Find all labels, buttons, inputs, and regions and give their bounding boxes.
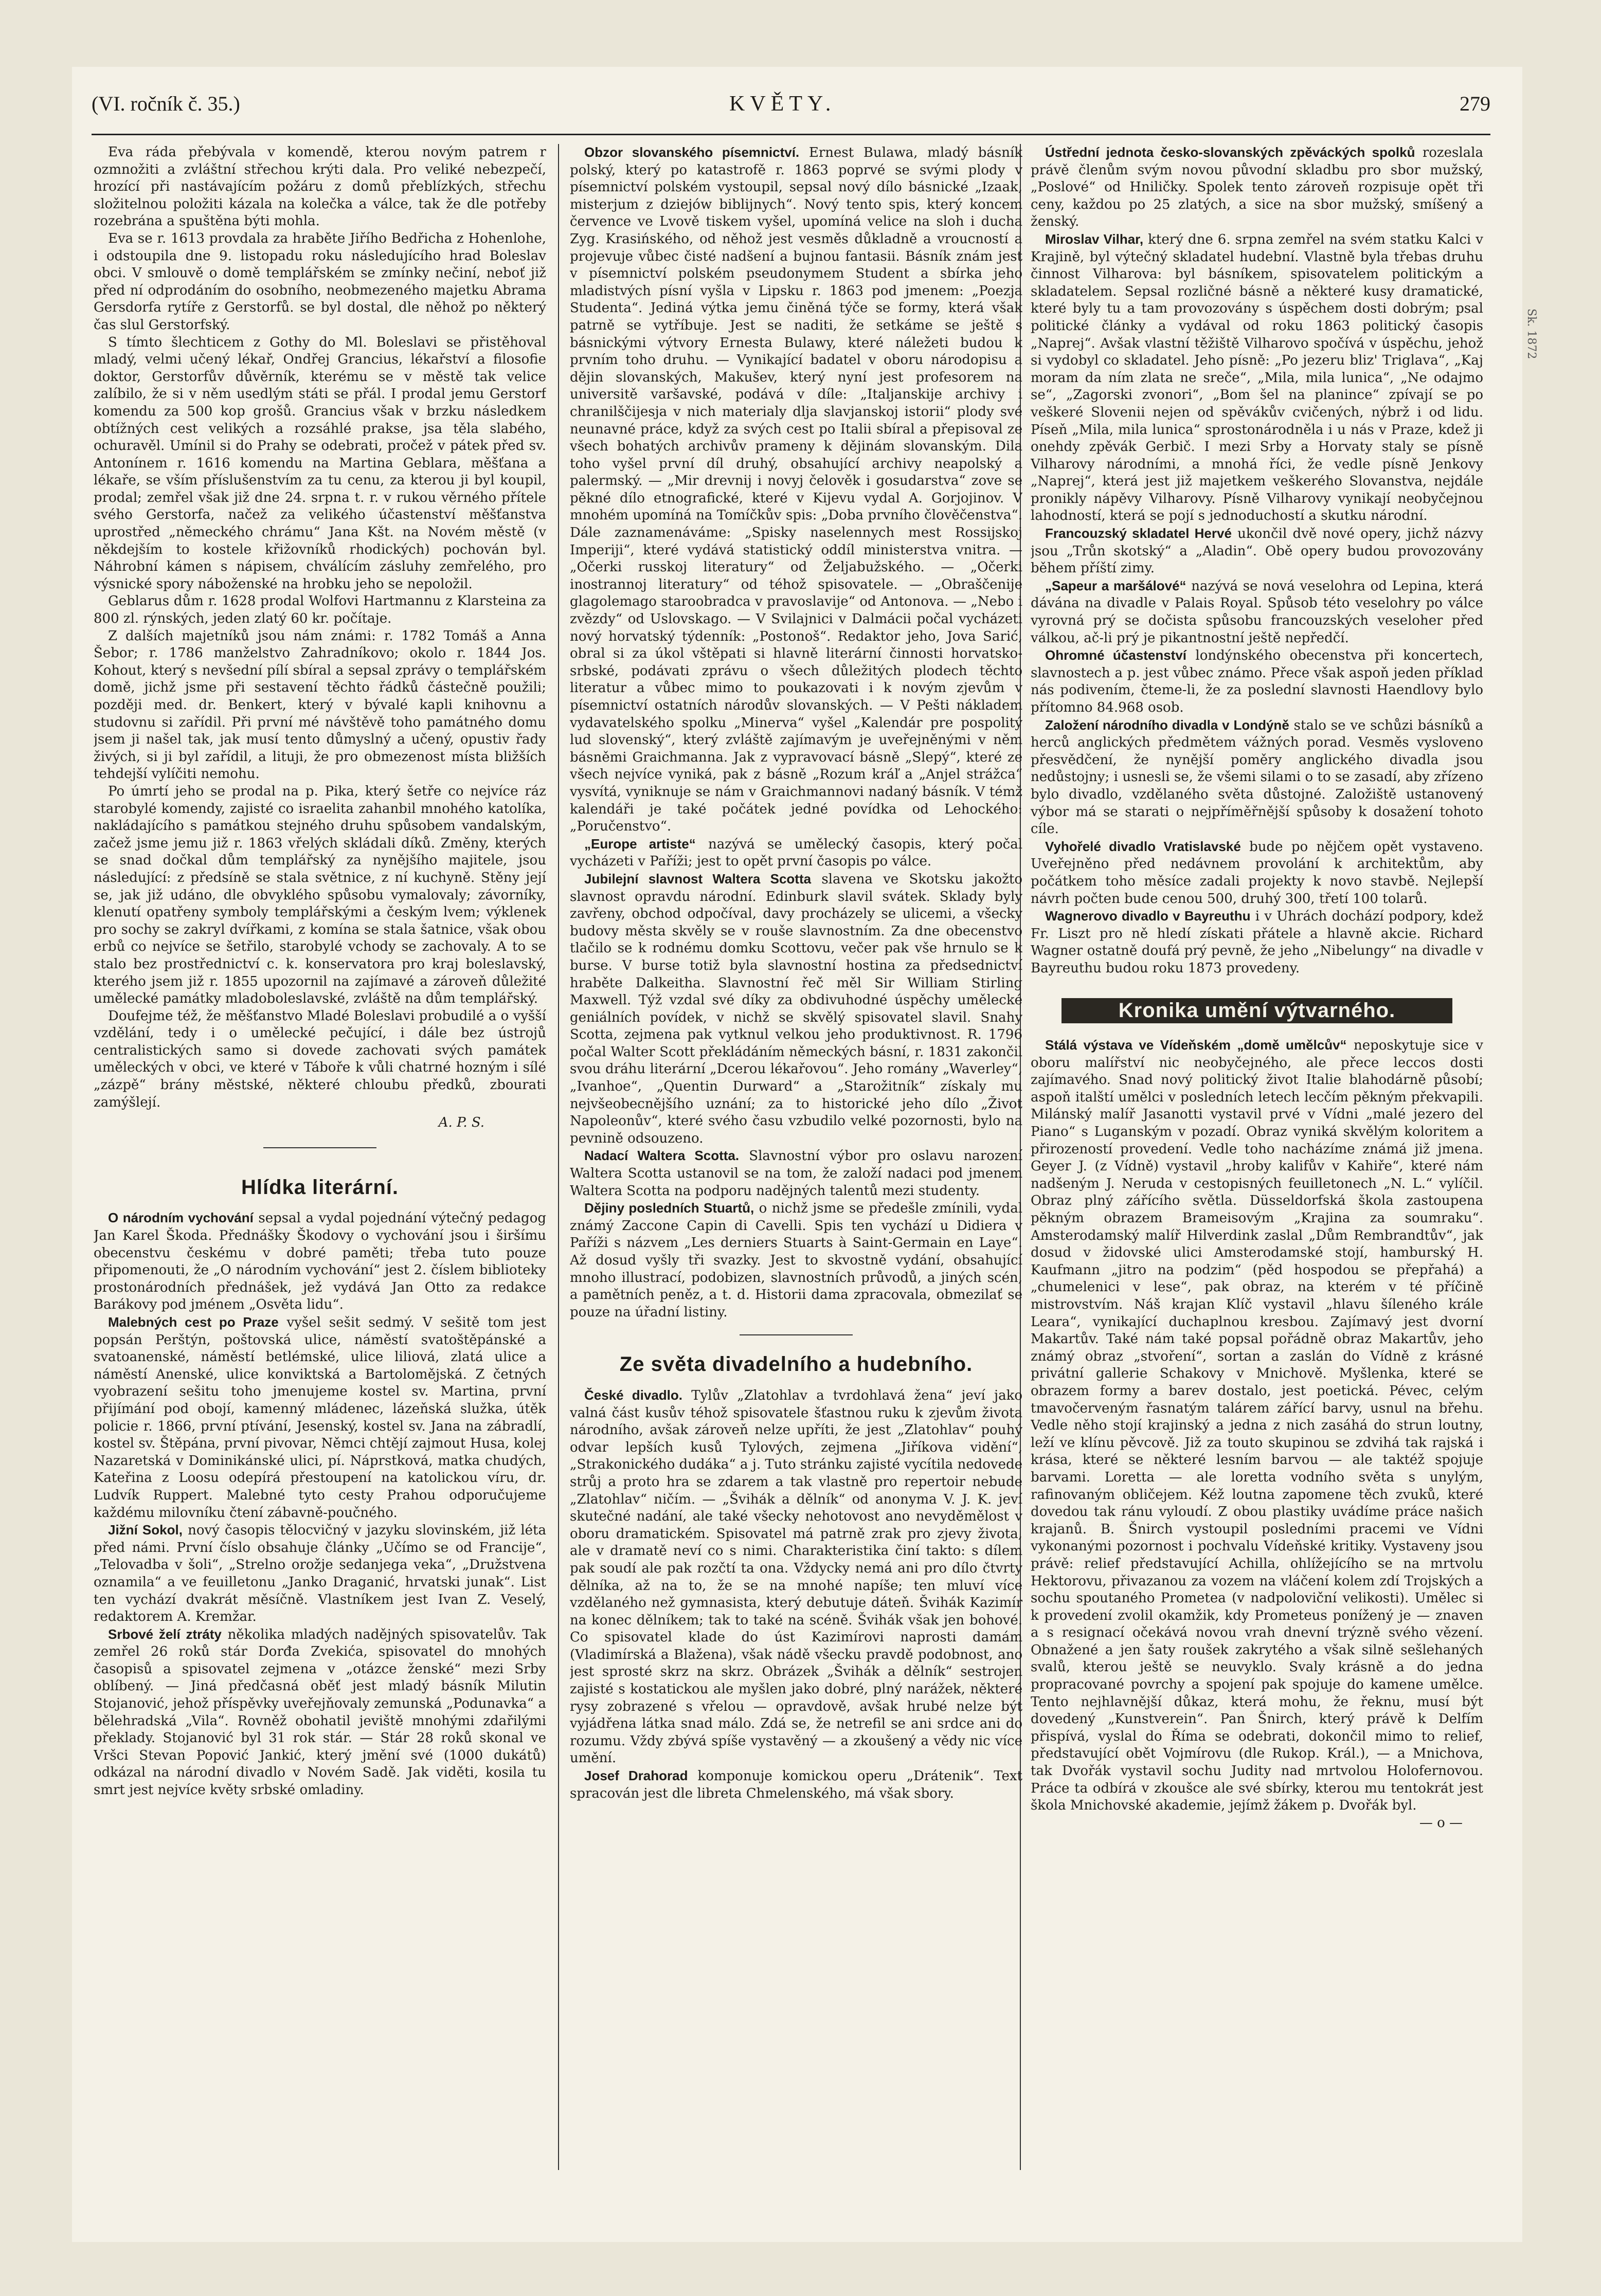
item-text: neposkytuje sice v oboru malířství nic neobyčejného, ale přece leccos dosti zajímavého. Snad nový politický život Italie blahodárně působí; aspoň italští umělci v posledních letech lecčím pěkným překvapili. Milánský malíř Jasanotti vystavil prvé v Vídni „malé jezero del Piano“ s Luganským v pozadí. Obraz vyniká skvělým koloritem a přirozeností provedení. Vedle toho nacházíme známá již jmena. Geyer J. (z Vídně) vystavil „hroby kalifův v Kahiře“, které nám nadšeným J. Neruda v cestopisných feuilletonech „N. L.“ vylíčil. Obraz plný zářícího světla. Düsseldorfská škola zastoupena pěkným obrazem Brameisovým „Krajina za soumraku“. Amsterodamský malíř Hilverdink zaslal „Dům Rembrandtův“, jak dosud v židovské ulici Amsterodamské stojí, hamburský H. Kaufmann „jitro na podzim“ (pěd hospodou se přepřahá) a „chumelenici v lese“, pak obraz, na kterém v té příčině mistrovstvím. Náš krajan Klíč vystavil „hlavu šíleného krále Leara“, vynikající duchaplnou kresbou. Zajímavý jest dvorní Makartův. Také nám také popsal pořádně obraz Makartův, jeho známý obraz „stvoření“, sortan a zaslán do Vídně z krásné privátní gallerie Schakovy v Mnichově. Myšlenka, které se obrazem formy a barev dostalo, jest poetická. Pévec, celým tmavočerveným řasnatým talárem zářící barvy, usnul na břehu. Vedle něho stojí krajinský a jedna z nich zasáhá do strun loutny, leží ve klínu pěvcově. Již za touto skupinou se zdvihá tak rajská i krása, které se některé lesním barvou — ale taktéž spojuje barvami. Loretta — ale loretta vodního světa s unylým, rafinovaným obličejem. Kéž loutna zapomene těch zvuků, které dovedou tak ránu vyloudí. Z obou plastiky uvádíme práce našich krajanů. B. Šnirch vystoupil posledními pracemi ve Vídni vykonanými pozornost i pochvalu Vídeňské kritiky. Vystaveny jsou právě: relief představující Achilla, ohlížejícího se na mrtvolu Hektorovu, přivazanou za vozem na vláčení kolem zdí Trojských a sochu spoutaného Prometea (v nadpoloviční velikosti). Umělec si k provedení zvolil okamžik, kdy Prometeus ponížený je — znaven a s resignací očekává novou vrah dnevní trýzně svého vězení. Obnažené a jen šaty roušek zakrytého a však silně sešlehaných svalů, kterou ještě se neuvyklo. Svaly krásně a do jedna propracované povrchy a spojení pak spojuje do kamene umělce. Tento nejhlavnější důkaz, která mohu, že řeknu, musí být dovedený „Kunstverein“. Pan Šnirch, který právě k Delfím přispívá, vyslal do Říma se odebrati, dokončil mimo to relief, představující obět Vojmírovu (dle Rukop. Král.), — a Mnichova, tak Dvořák vystavil sochu Judity nad mrtvolou Holofernovou. Práce ta odbírá v zkoušce ale své sbírky, kterou mu tentokrát jest škola Mnichovské akademie, jejímž žákem p. Dvořák byl. bbox=[1031, 1038, 1483, 1814]
news-item bbox=[570, 144, 1022, 836]
item-heading: O národním vychování bbox=[108, 1210, 254, 1226]
section-divider bbox=[263, 1147, 376, 1148]
item-heading: Jižní Sokol, bbox=[108, 1522, 183, 1538]
item-heading: Nadací Waltera Scotta. bbox=[584, 1148, 740, 1164]
column-left bbox=[94, 144, 546, 2180]
item-heading: Dějiny posledních Stuartů, bbox=[584, 1200, 754, 1216]
item-heading: Stálá výstava ve Vídeňském „domě umělcův“ bbox=[1045, 1037, 1347, 1053]
item-text: i v Uhrách dochází podpory, kdež Fr. Liszt pro ně hledí získati přátele a hlavně akcie. Richard Wagner ostatně doufá prý pevně, že jeho „Nibelungy“ na divadle v Bayreuthu budou roku 1873 provedeny. bbox=[1031, 909, 1483, 976]
item-heading: Vyhořelé divadlo Vratislavské bbox=[1045, 838, 1241, 854]
item-text: vyšel sešit sedmý. V sešitě tom jest popsán Perštýn, poštovská ulice, náměstí svatoštěpánské a svatoanenské, náměstí betlémské, ulice liliová, zlatá ulice a náměstí Anenské, ulice konviktská a Bartolomějská. Z četných vyobrazení sešitu toho jmenujeme kostel sv. Martina, první přijímání pod obojí, kamenný mládenec, lázeňská služka, útěk policie r. 1866, první ptívání, Jesenský, kostel sv. Jana na zábradlí, kostel sv. Štěpána, první pivovar, Němci chtějí zajmout Husa, kolej Nazaretská v Dominikánské ulici, pí. Náprstková, matka chudých, Kateřina z Loosu odepírá přestoupení na katolickou víru, dr. Ludvík Ruppert. Malebné tyto cesty Prahou odporučujeme každému milovníku čtení zábavně-poučného. bbox=[94, 1315, 546, 1521]
item-text: londýnského obecenstva při koncertech, slavnostech a p. jest vůbec známo. Přece však aspoň jeden příklad nás podivením, čteme-li, že za poslední slavnosti Haendlovy bylo přítomno 84.968 osob. bbox=[1031, 648, 1483, 715]
item-text: komponuje komickou operu „Drátenik“. Text spracován jest dle libreta Chmelenského, má však sbory. bbox=[570, 1768, 1022, 1801]
item-text: ukončil dvě nové opery, jichž názvy jsou „Trůn skotský“ a „Aladin“. Obě opery budou provozovány během příští zimy. bbox=[1031, 526, 1483, 576]
column-right bbox=[1031, 144, 1483, 2180]
item-heading: Založení národního divadla v Londýně bbox=[1045, 717, 1289, 733]
paragraph: Po úmrtí jeho se prodal na p. Pika, který šetře co nejvíce ráz starobylé komendy, zajisté co israelita zahanbil mnohého katolíka, nakládajícího s památkou stejného druhu spůsobem vandalským, začež jsme jemu již r. 1863 vřelých skládali díků. Změny, kterých se snad dočkal dům templářský za nynějšího majitele, jsou následující: z předsíně se stala světnice, z ní kuchyně. Stěny její se, jak již udáno, dle obvyklého spůsobu vymalovaly; závorníky, klenutí opatřeny symboly templářskými a českým lvem; výklenek pro sochy se zakryl dvířkami, z komína se stala šatnice, však obou erbů co nejvíce se šetřilo, starobylé vchody se zachovaly. A to se stalo bez prostřednictví c. k. konservatora pro kraj boleslavský, kterého jsem již r. 1855 upozornil na zajímavé a zároveň důležité umělecké památky mladoboleslavské, zvláště na dům templářský. bbox=[94, 783, 546, 1007]
section-heading-literary: Hlídka literární. bbox=[241, 1176, 399, 1199]
paragraph: S tímto šlechticem z Gothy do Ml. Boleslavi se přistěhoval mladý, velmi učený lékař, Ondřej Grancius, lékařství a filosofie doktor, Gerstorfův důvěrník, kterému se v městě tak velice zalíbilo, že si v něm usedlým státi se přál. I prodal jemu Gerstorf komendu za 500 kop grošů. Grancius však v brzku následkem obtížných cest velikých a rozsáhlé prakse, jsa těla slabého, ochuravěl. Umínil si do Prahy se odebrati, pročež v pátek před sv. Antonínem r. 1616 komendu na Martina Geblara, měšťana a lékaře, se vším příslušenstvím za tu cenu, za kterou ji byl koupil, prodal; zemřel však již dne 24. srpna t. r. v rukou věrného přítele svého Gerstorfa, načež za velikého účastenství měšťanstva uprostřed „německého chrámu“ Jana Kšt. na Novém městě (v někdejším to kostele křižovníků rhodických) pochován byl. Náhrobní kámen s nápisem, chválícím zásluhy zemřelého, pro výsnické spory náboženské na hrobku jeho se nepoložil. bbox=[94, 334, 546, 592]
news-item bbox=[1031, 717, 1483, 838]
news-item bbox=[570, 871, 1022, 1148]
issue-label: (VI. ročník č. 35.) bbox=[92, 92, 240, 115]
news-item bbox=[1031, 908, 1483, 977]
item-heading: Miroslav Vilhar, bbox=[1045, 231, 1144, 247]
item-text: nazývá se nová veselohra od Lepina, která dávána na divadle v Palais Royal. Spůsob této veselohry po válce vyrovná prý se dočista spůsobu francouzských veseloher před válkou, ač-li prý je pikantnostní ještě nepředčí. bbox=[1031, 578, 1483, 646]
author-signature: A. P. S. bbox=[438, 1115, 484, 1131]
news-item bbox=[570, 836, 1022, 871]
paragraph: Z dalších majetníků jsou nám známi: r. 1782 Tomáš a Anna Šebor; r. 1786 manželstvo Zahradníkovo; okolo r. 1844 Jos. Kohout, který s nevšední pílí sbíral a sepsal zprávy o templářském domě, jichž jsme při sestavení těchto řádků částečně použili; později med. dr. Benkert, který v bývalé kapli knihovnu a studovnu si zařídil. Při první mé návštěvě toho památného domu jsem ji našel tak, jak musí tento důmyslný a učený, opustiv řady živých, si ji byl zařídil, a lituji, že pro obmezenost místa bližších tehdejší vylíčiti nemohu. bbox=[94, 628, 546, 782]
page-header bbox=[92, 81, 1490, 128]
news-item bbox=[1031, 647, 1483, 716]
margin-annotation: Sk. 1872 bbox=[1525, 309, 1538, 359]
item-heading: Ústřední jednota česko-slovanských zpěváckých spolků bbox=[1045, 144, 1415, 160]
news-item bbox=[570, 1767, 1022, 1802]
paragraph: Doufejme též, že měšťanstvo Mladé Boleslavi probudilé a o vyšší vzdělání, tedy i o umělecké pečující, i dále bez ústrojů centralistických samo si dovede zachovati svých památek uměleckých v obci, ve které v Táboře k vůli chatrné hozným i sílé „zázpě“ brány městské, některé chloubu předků, zbourati zamýšlejí. bbox=[94, 1008, 546, 1110]
news-item bbox=[1031, 838, 1483, 908]
item-heading: Ohromné účastenství bbox=[1045, 647, 1186, 663]
item-text: Ernest Bulawa, mladý básník polský, který po katastrofě r. 1863 poprvé se svými plody v písemnictví polském vystoupil, sepsal nový dílo básnické „Izaak, misterjum z dziejów biblijnych“. Nový tento spis, který koncem července ve Lvově tiskem vyšel, upomíná velice na sloh i ducha Zyg. Krasińského, od něhož jest vesměs důkladně a vroucností a projevuje vůbec čisté nadšení a bujnou fantasii. Básník znám jest v písemnictví polském pseudonymem Student a sbírka jeho mladistvých písní vyšla v Lipsku r. 1863 pod jmenem: „Poezja Studenta“. Jediná výtka jemu činěná týče se formy, která však patrně se vytříbuje. Jest se naditi, že setkáme se ještě s básnickými výtvory Ernesta Bulawy, které náležeti budou k prvním toho druhu. — Vynikající badatel v oboru národopisu a dějin slovanských, Makušev, který nyní jest profesorem na universitě varšavské, podává v díle: „Italjanskije archivy i chranilščijesja v nich materialy dlja slavjanskoj istorii“ plody své neunavné práce, když za svých cest po Italii sbíral a přepisoval ze všech bohatých archivův prameny k dějinám slovanským. Dila toho vyšel první díl druhý, obsahující archivy neapolský a palermský. — „Mir drevnij i novyj čelověk i gosudarstva“ zove se pěkné dílo etnografické, které v Kijevu vydal A. Gorjojinov. V mnohém upomíná na Tomíčkův spis: „Doba prvního člověčenstva“. Dále zaznamenáváme: „Spisky naselennych mest Rossijskoj Imperiji“, které vydává statistický oddíl ministerstva vnitra. — „Očerki russkoj literatury“ od Željabužského. — „Očerki inostrannoj literatury“ od téhož spisovatele. — „Obraščenije glagolemago staroobradca v pravoslavije“ od Antonova. — „Nebo i zvězdy“ od Uslovskago. — V Svilajnici v Dalmácii počal vycházeti nový horvatský týdenník: „Postonoš“. Redaktor jeho, Jova Sarić, obral si za úkol vštěpati si hlavně literární činnosti horvatsko-srbské, podávati zprávu o všech důležitých plodech těchto literatur a vůbec mimo to poukazovati i k novým zjevům v písemnictví ostatních národův slovanských. — V Pešti nákladem vydavatelského spolku „Minerva“ vyšel „Kalendár pre pospolitý lud slovenský“, který zvláště zajímavým je uveřejněnými v něm básněmi Graichmanna. Jak z vypravovací básně „Slepý“, které ze všech nejvíce vyniká, pak z básně „Rozum kráľ a „Anjel strážca“ vysvítá, vyniknuje se nám v Graichmannovi nadaný básník. V témž kalendáři je také počátek jedné povídka od Lehockého: „Poručenstvo“. bbox=[570, 145, 1022, 835]
item-text: slavena ve Skotsku jakožto slavnost opravdu národní. Edinburk slavil svátek. Sklady byly zavřeny, obchod odpočíval, davy procházely se ulicemi, a všecky budovy města skvěly se v rouše slavnostním. Za dne obecenstvo tlačilo se k rodnému domku Scottovu, večer pak vše hrnulo se k burse. V burse totiž byla slavnostní hostina za předsednictví hraběte Dalkeitha. Slavnostní řeč měl Sir William Stirling Maxwell. Týž vzdal své díky za obdivuhodné úspěchy umělecké geniálních povídek, v nichž se skvělý spisovatel slavil. Snahy Scotta, zejmena pak vytknul velkou jeho produktivnost. R. 1796 počal Walter Scott překládáním německých básní, r. 1831 zakončil svou dráhu literární „Dcerou lékařovou“. Jeho romány „Waverley“, „Ivanhoe“, „Quentin Durward“ a „Starožitník“ získaly mu nejvšeobecnějšího uznání; za to historické jeho dílo „Život Napoleonův“, které svého času vzbudilo velké pozornosti, bylo na pevnině odsouzeno. bbox=[570, 871, 1022, 1146]
news-item bbox=[1031, 144, 1483, 231]
page-number: 279 bbox=[1460, 92, 1490, 115]
column-divider bbox=[558, 144, 559, 2170]
end-mark: — o — bbox=[1419, 1815, 1463, 1831]
news-item bbox=[94, 1626, 546, 1799]
news-item bbox=[94, 1314, 546, 1522]
header-rule bbox=[92, 134, 1490, 135]
section-heading-art: Kronika umění výtvarného. bbox=[1062, 998, 1452, 1024]
item-text: stalo se ve schůzi básníků a herců anglických předmětem vážných porad. Vesměs vysloveno přesvědčení, že nynější poměry anglického divadla jsou nedůstojny; i usnesli se, že všemi silami o to se zasadí, aby zřízeno bylo divadlo, vzdělaného světa důstojné. Založiště ustanovený výbor má se starati o nejpříměřnější spůsoby k dosažení tohoto cíle. bbox=[1031, 717, 1483, 837]
item-text: bude po nějčem opět vystaveno. Uveřejněno před nedávnem provolání k architektům, aby počátkem toho měsíce zadali projekty k novo stavbě. Nejlepší návrh počten bude cenou 500, druhý 300, třetí 100 tolarů. bbox=[1031, 839, 1483, 907]
item-heading: „Sapeur a maršálové“ bbox=[1045, 577, 1186, 593]
item-heading: Obzor slovanského písemnictví. bbox=[584, 144, 800, 160]
item-text: několika mladých nadějných spisovatelův. Tak zemřel 26 roků stár Dorđa Zvekića, spisovatel do mnohých časopisů a spisovatel zejmena v „otázce ženské“ mezi Srby oblíbený. — Jiná předčasná oběť jest mladý básník Milutin Stojanović, jehož příspěvky uveřejňovaly zemunská „Podunavka“ a bělehradská „Vila“. Rovněž obohatil jeviště mnohými zdařilými překlady. Stojanović byl 31 rok stár. — Stár 28 roků skonal ve Vršci Stevan Popović Jankić, který jmění své (1000 dukátů) odkázal na národní divadlo v Novém Sadě. Jak viděti, kosila tu smrt jest nejvíce květy srbské omladiny. bbox=[94, 1626, 546, 1798]
item-heading: Jubilejní slavnost Waltera Scotta bbox=[584, 871, 812, 887]
paragraph: Eva se r. 1613 provdala za hraběte Jiřího Bedřicha z Hohenlohe, i odstoupila dne 9. listopadu roku následujícího hrad Boleslav obci. V smlouvě o domě templářském se zmínky nečiní, neboť již před ní odprodáním do osobního, neobmezeného majetku Abrama Gersdorfa rytíře z Gerstorfů. se byl dostal, dle něhož po některý čas slul Gerstorfský. bbox=[94, 230, 546, 333]
news-item bbox=[1031, 525, 1483, 577]
item-heading: Srbové želí ztráty bbox=[108, 1626, 222, 1642]
news-item bbox=[570, 1147, 1022, 1200]
news-item bbox=[570, 1200, 1022, 1321]
item-heading: Josef Drahorad bbox=[584, 1768, 688, 1784]
paragraph: Geblarus dům r. 1628 prodal Wolfovi Hartmannu z Klarsteina za 800 zl. rýnských, jeden zlatý 60 kr. počítaje. bbox=[94, 593, 546, 627]
item-text: nový časopis tělocvičný v jazyku slovinském, již léta před námi. První číslo obsahuje články „Učímo se od Francije“, „Telovadba v šoli“, „Strelno orožje sedanjega veka“, „Družstvena oznamila“ a ve feuilletonu „Janko Draganić, hrvatski junak“. List ten vychází dvakrát měsíčně. Vlastníkem jest Ivan Z. Veselý, redaktorem A. Kremžar. bbox=[94, 1523, 546, 1625]
news-item bbox=[1031, 1037, 1483, 1815]
section-divider bbox=[740, 1334, 853, 1335]
item-heading: Malebných cest po Praze bbox=[108, 1314, 279, 1330]
paragraph: Eva ráda přebývala v komendě, kterou novým patrem r ozmnožiti a zvláštní střechou krýti dala. Pro veliké nebezpečí, hrozící při nastávajícím požáru z domů přeblízkých, střechu složitelnou položiti kázala na kolečka a válce, tak že dle potřeby rozebrána a spuštěna býti mohla. bbox=[94, 144, 546, 229]
item-heading: Wagnerovo divadlo v Bayreuthu bbox=[1045, 908, 1251, 924]
news-item bbox=[1031, 231, 1483, 525]
news-item bbox=[570, 1387, 1022, 1767]
item-text: nazývá se umělecký časopis, který počal vycházeti v Paříži; jest to opět první časopis po válce. bbox=[570, 836, 1022, 870]
item-text: Tylův „Zlatohlav a tvrdohlavá žena“ jeví jako valná část kusův téhož spisovatele šťastnou ruku k zjevům života národního, avšak zároveň nelze upříti, že jest „Zlatohlav“ pouhý odvar lepších kusů Tylových, zejmena „Jiříkova vidění“, „Strakonického dudáka“ a j. Tuto stránku zajisté vycítila nedovede strůj a proto hra se zdarem a tak vlastně pro repertoir nebude „Zlatohlav“ ničím. — „Švihák a dělník“ od anonyma V. J. K. jeví skutečné nadání, ale také všecky nehotovost ano nevyděmělost v oboru dramatickém. Spisovatel má patrně zrak pro zjevy života, ale v dramatě neví co s nimi. Charakteristika činí takto: s dílem pak soudí ale pak rozčtí ta ona. Vždycky nemá ani pro dílo čtvrty dělníka, až na to, že se na mnohé napíše; ten mluví více vzdělaného než gymnasista, který debutuje dáteň. Švihák Kazimír na konec dělníkem; tak to také na scéně. Švihák však jen bohové. Co spisovatel klade do úst Kazimírovi naprosti damám (Vladimírská a Blažena), však nádě všecku pravdě podobnost, ano jest sprosté skrz na skrz. Obrázek „Švihák a dělník“ sestrojen zajisté s kostatickou ale myšlen jako dobré, plný narážek, některé rysy zobrazené s vřelou — opravdově, avšak hrubé nelze být vyjádřena látka snad málo. Zdá se, že netrefil se ani srdce ani do rozumu. Vždy zbývá spíše vystavěný — a zkoušený a vědy nic více umění. bbox=[570, 1387, 1022, 1766]
item-heading: Francouzský skladatel Hervé bbox=[1045, 526, 1232, 541]
item-heading: České divadlo. bbox=[584, 1387, 683, 1403]
journal-title: KVĚTY. bbox=[729, 92, 836, 116]
item-text: Slavnostní výbor pro oslavu narození Waltera Scotta ustanovil se na tom, že založí nadaci pod jmenem Waltera Scotta na podporu nadějných talentů mezi studenty. bbox=[570, 1148, 1022, 1199]
item-heading: „Europe artiste“ bbox=[584, 836, 696, 852]
item-text: o nichž jsme se předešle zmínili, vydal známý Zaccone Capin di Cavelli. Spis ten vychází u Didiera v Paříži s názvem „Les derniers Stuarts à Saint-Germain en Laye“. Až dosud vyšly tři svazky. Jest to skvostně vydání, obsahující mnoho illustrací, podobizen, slavnostních průvodů, a jiných scén, a pamětních peněz, a t. d. Historii dama zpracovala, obmezilať se pouze na úřadní listiny. bbox=[570, 1201, 1022, 1320]
column-middle bbox=[570, 144, 1022, 2180]
item-text: který dne 6. srpna zemřel na svém statku Kalci v Krajině, byl výtečný skladatel hudební. Vlastně byla třebas druhu činnost Vilharova: byl básníkem, spisovatelem politickým a skladatelem. Sepsal rozličné básně a některé kusy dramatické, které byly tu a tam provozovány s úspěchem dosti dobrým; psal politické články a vydával od roku 1863 politický časopis „Naprej“. Avšak vlastní těžiště Vilharovo spočívá v úspěchu, jehož si vydobyl co skladatel. Jeho písně: „Po jezeru bliz' Triglava“, „Kaj moram da ním zlata ne sreče“, „Mila, mila lunica“, „Ne odajmo se“, „Zagorski zvonori“, „Bom šel na planince“ zpívají se po veškeré Slovenii nejen od spěvákův cvičených, nýbrž i od lidu. Píseň „Mila, mila lunica“ sprostonárodněla i u nás v Praze, kdež ji onehdy zpěvák Gerbič. I mezi Srby a Horvaty staly se písně Vilharovy národními, a mnohá říci, že vedle písně Jenkovy „Naprej“, která jest již majetkem veškerého Slovanstva, nejdále pronikly nápěvy Vilharovy. Písně Vilharovy vynikají neobyčejnou lahodností, která se pojí s jednoduchostí a skutku národní. bbox=[1031, 231, 1483, 524]
item-text: sepsal a vydal pojednání výtečný pedagog Jan Karel Škoda. Přednášky Škodovy o vychování jsou i širšímu obecenstvu českému v dobré paměti; třeba tuto pouze připomenouti, že „O národním vychování“ jest 2. číslem biblioteky prostonárodních přednášek, jež vydává Jan Otto za redakce Barákovy pod jménem „Osvěta lidu“. bbox=[94, 1210, 546, 1313]
section-heading-theatre: Ze světa divadelního a hudebního. bbox=[619, 1353, 973, 1376]
news-item bbox=[94, 1209, 546, 1314]
news-item bbox=[1031, 577, 1483, 647]
item-text: rozeslala právě členům svým novou původní skladbu pro sbor mužský, „Poslové“ od Hniličky. Spolek tento zároveň rozpisuje opět tři ceny, každou po 25 zlatých, a sice na sbor mužský, smíšený a ženský. bbox=[1031, 145, 1483, 230]
news-item bbox=[94, 1522, 546, 1626]
